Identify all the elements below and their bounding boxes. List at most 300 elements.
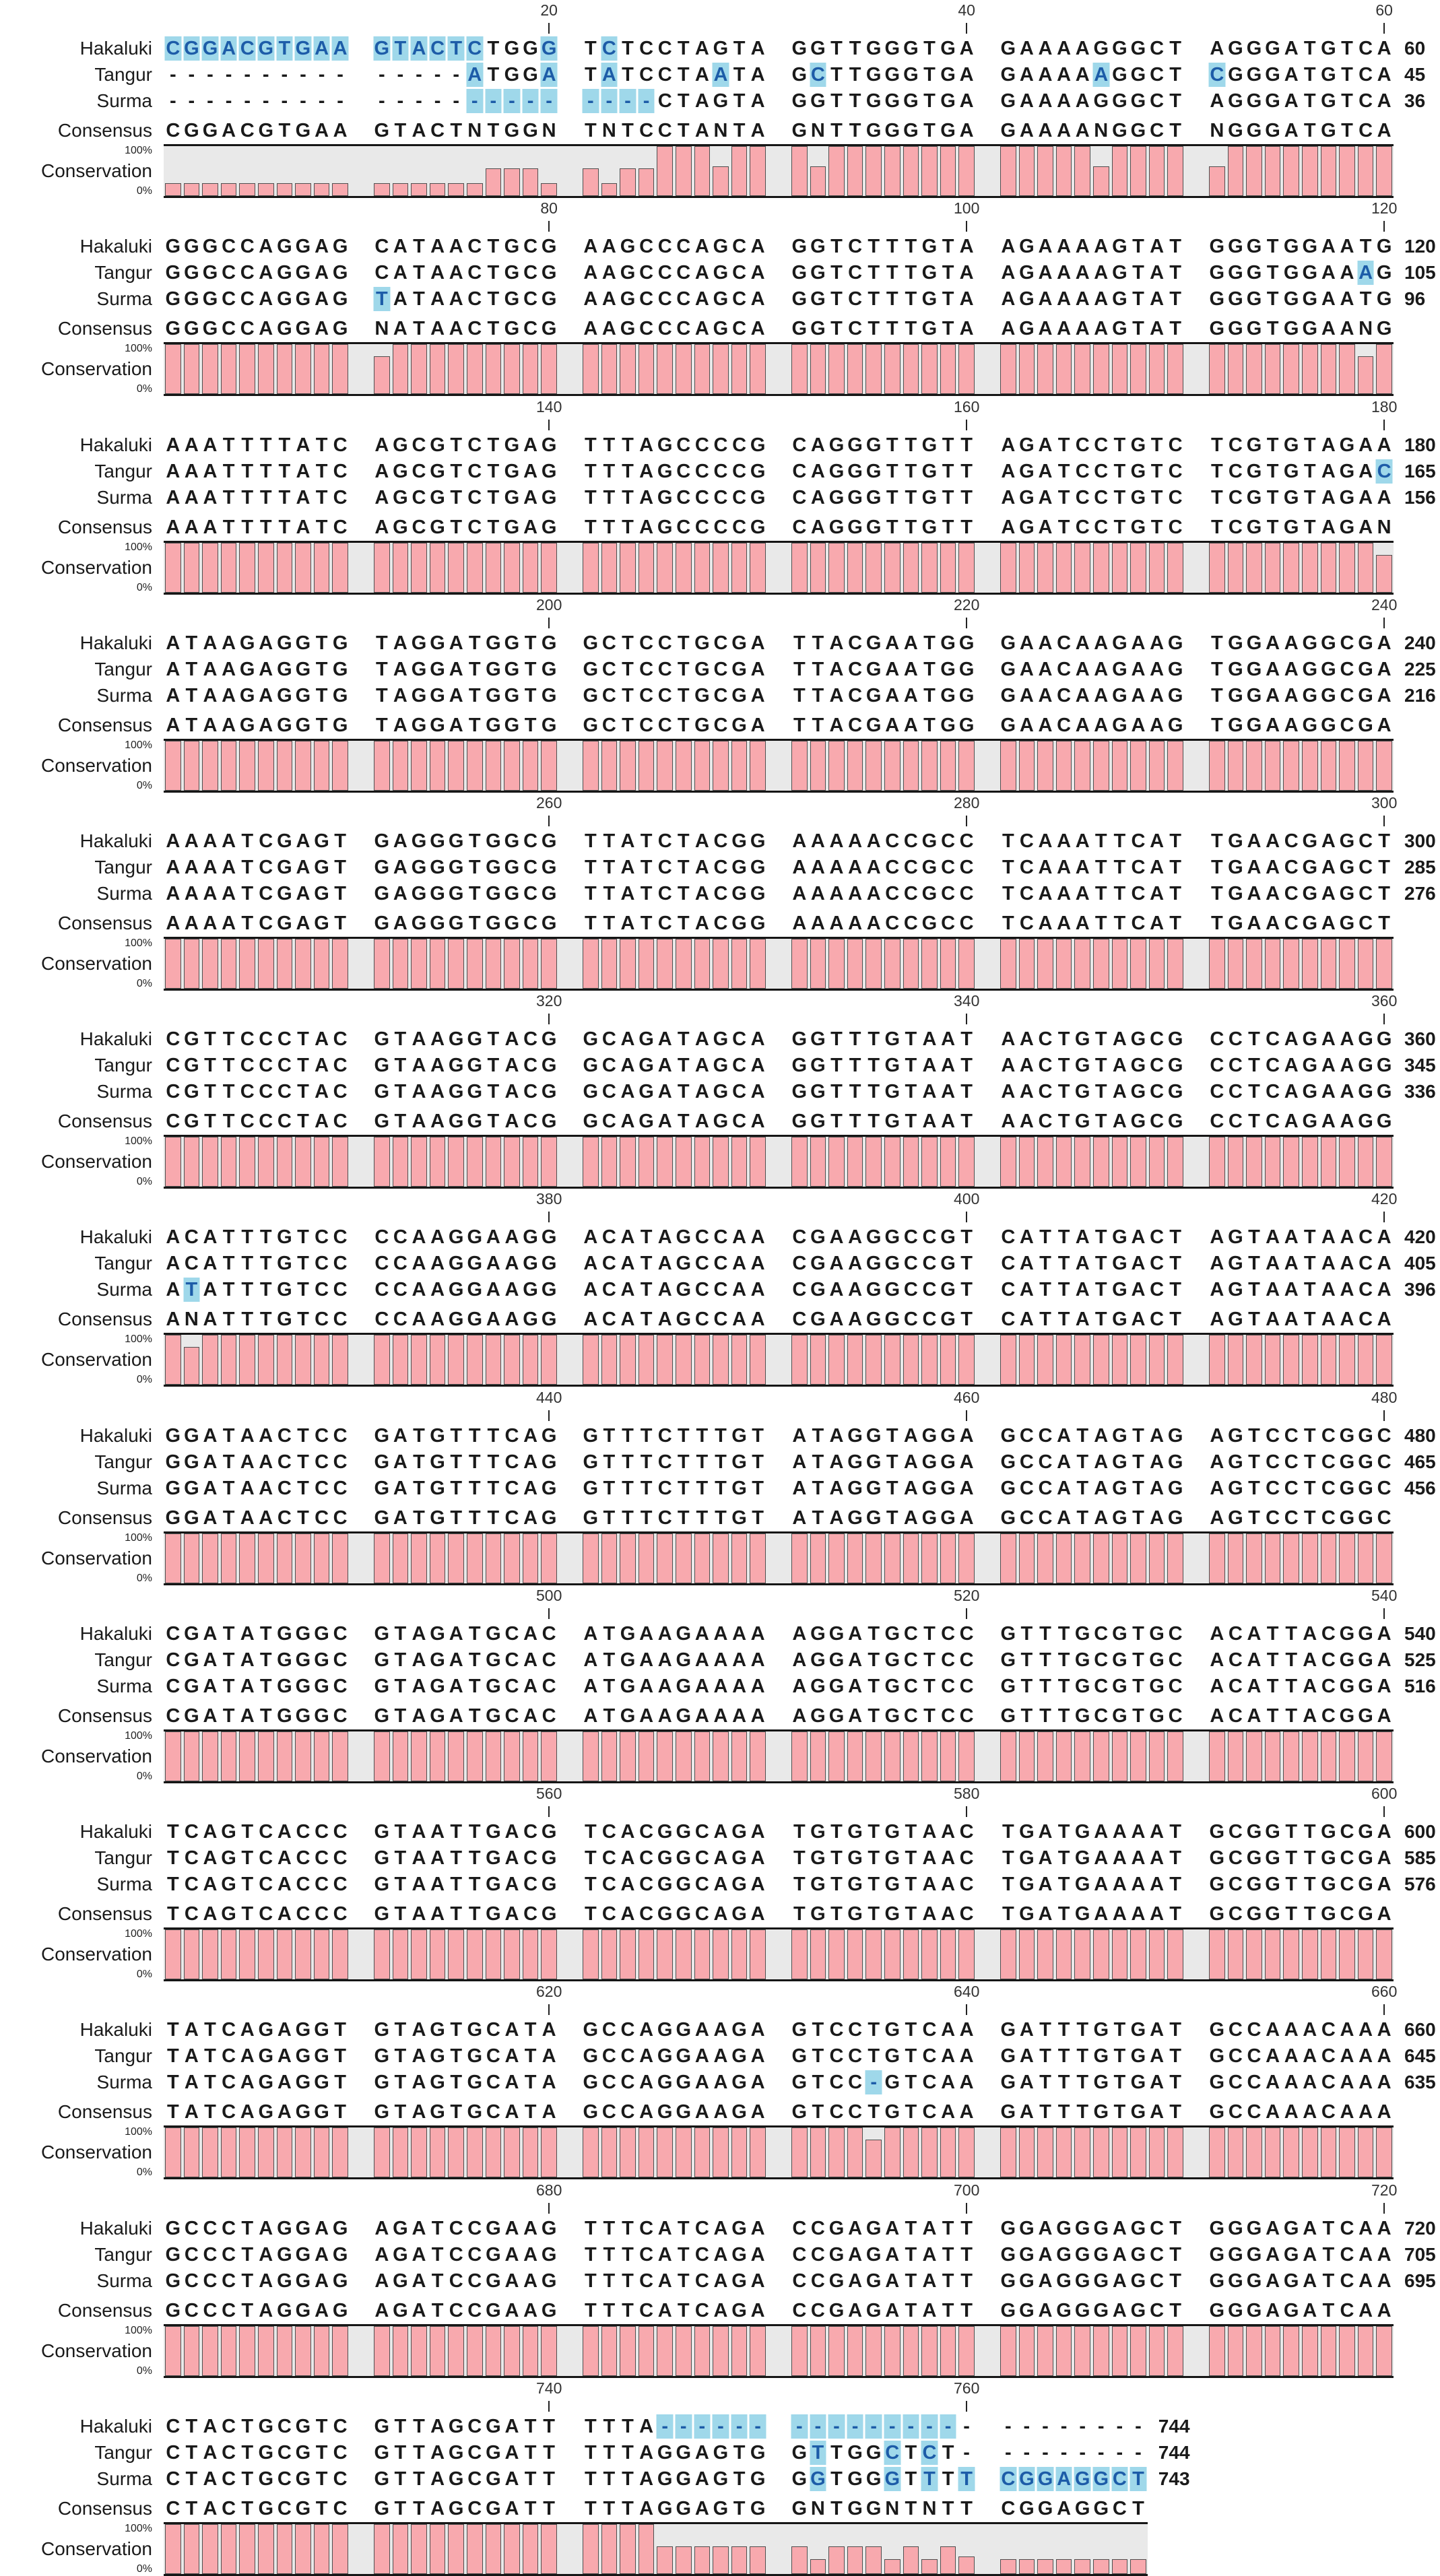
residue-cell[interactable]: G — [791, 2045, 808, 2068]
residue-cell[interactable]: G — [1228, 90, 1243, 112]
residue-cell[interactable]: A — [222, 830, 236, 852]
residue-cell[interactable]: A — [750, 1649, 765, 1671]
residue-cell[interactable]: C — [732, 460, 747, 482]
gap-cell[interactable]: - — [1079, 2415, 1086, 2437]
residue-cell[interactable]: A — [240, 1477, 255, 1499]
residue-cell[interactable]: T — [640, 1253, 653, 1275]
gap-cell[interactable]: - — [281, 64, 288, 86]
residue-cell[interactable]: A — [1038, 2270, 1053, 2292]
residue-cell[interactable]: C — [240, 262, 255, 284]
residue-cell[interactable]: A — [1112, 1055, 1127, 1077]
residue-cell[interactable]: G — [1358, 632, 1373, 654]
residue-cell[interactable]: C — [1019, 882, 1034, 904]
residue-cell[interactable]: A — [504, 2441, 519, 2464]
residue-cell[interactable]: A — [166, 1279, 181, 1301]
residue-cell[interactable]: T — [394, 1622, 407, 1645]
residue-cell[interactable]: G — [295, 2217, 311, 2239]
residue-cell[interactable]: C — [1150, 1279, 1165, 1301]
residue-cell[interactable]: G — [202, 262, 218, 284]
residue-cell[interactable]: T — [241, 1226, 254, 1249]
residue-cell[interactable]: A — [620, 882, 635, 904]
residue-cell[interactable]: G — [295, 632, 311, 654]
residue-cell[interactable]: T — [297, 1028, 309, 1051]
residue-cell[interactable]: G — [1167, 1081, 1183, 1103]
residue-cell[interactable]: A — [941, 1847, 956, 1870]
gap-cell[interactable]: - — [637, 89, 656, 113]
residue-cell[interactable]: G — [865, 64, 882, 86]
residue-cell[interactable]: G — [884, 2045, 901, 2068]
residue-cell[interactable]: T — [185, 684, 198, 706]
residue-cell[interactable]: A — [1112, 1081, 1127, 1103]
residue-cell[interactable]: A — [1131, 1847, 1146, 1870]
residue-cell[interactable]: T — [1210, 856, 1223, 878]
residue-cell[interactable]: A — [694, 1649, 709, 1671]
residue-cell[interactable]: T — [413, 262, 425, 284]
residue-cell[interactable]: G — [620, 1649, 636, 1671]
residue-cell[interactable]: A — [315, 1081, 329, 1103]
residue-cell[interactable]: A — [657, 1675, 672, 1697]
sequence-name-label[interactable]: Surma — [96, 1477, 152, 1498]
residue-cell[interactable]: G — [750, 486, 766, 508]
residue-cell[interactable]: G — [1358, 1874, 1373, 1896]
residue-cell[interactable]: A — [1019, 2019, 1034, 2041]
residue-cell[interactable]: G — [1209, 1847, 1225, 1870]
residue-cell[interactable]: A — [259, 262, 273, 284]
residue-cell[interactable]: C — [792, 486, 807, 508]
residue-cell[interactable]: T — [603, 882, 616, 904]
residue-cell[interactable]: A — [504, 2217, 519, 2239]
residue-cell[interactable]: T — [830, 1081, 843, 1103]
residue-cell[interactable]: G — [1246, 658, 1262, 680]
residue-cell[interactable]: A — [848, 882, 863, 904]
residue-cell[interactable]: G — [374, 1622, 390, 1645]
residue-cell[interactable]: T — [849, 1028, 861, 1051]
residue-cell[interactable]: T — [1322, 2217, 1335, 2239]
residue-cell[interactable]: T — [603, 460, 616, 482]
residue-cell[interactable]: A — [750, 1821, 765, 1843]
residue-cell[interactable]: A — [449, 1675, 463, 1697]
residue-cell[interactable]: A — [184, 830, 199, 852]
residue-cell[interactable]: A — [412, 1649, 426, 1671]
residue-cell[interactable]: T — [809, 2441, 828, 2465]
residue-cell[interactable]: A — [829, 1424, 844, 1447]
residue-cell[interactable]: A — [694, 1028, 709, 1051]
residue-cell[interactable]: A — [523, 434, 538, 456]
residue-cell[interactable]: A — [1112, 2243, 1127, 2266]
residue-cell[interactable]: A — [184, 460, 199, 482]
residue-cell[interactable]: A — [1094, 1477, 1109, 1499]
residue-cell[interactable]: A — [1075, 830, 1090, 852]
residue-cell[interactable]: G — [676, 2019, 692, 2041]
residue-cell[interactable]: T — [222, 1451, 235, 1473]
residue-cell[interactable]: A — [1321, 288, 1336, 310]
residue-cell[interactable]: T — [1169, 1279, 1181, 1301]
residue-cell[interactable]: T — [886, 460, 898, 482]
residue-cell[interactable]: C — [959, 856, 974, 878]
residue-cell[interactable]: C — [259, 1847, 273, 1870]
residue-cell[interactable]: G — [314, 1675, 329, 1697]
residue-cell[interactable]: G — [1283, 288, 1299, 310]
residue-cell[interactable]: G — [620, 288, 636, 310]
residue-cell[interactable]: T — [622, 2441, 634, 2464]
residue-cell[interactable]: C — [1284, 830, 1299, 852]
residue-cell[interactable]: C — [1359, 856, 1373, 878]
residue-cell[interactable]: T — [584, 856, 597, 878]
residue-cell[interactable]: G — [486, 1847, 501, 1870]
gap-cell[interactable]: - — [300, 90, 306, 112]
residue-cell[interactable]: G — [374, 856, 390, 878]
residue-cell[interactable]: G — [1376, 288, 1392, 310]
residue-cell[interactable]: A — [203, 2468, 218, 2490]
residue-cell[interactable]: T — [1303, 1451, 1316, 1473]
residue-cell[interactable]: A — [166, 486, 181, 508]
residue-cell[interactable]: G — [1246, 1847, 1262, 1870]
residue-cell[interactable]: A — [1303, 1622, 1317, 1645]
residue-cell[interactable]: G — [1246, 1821, 1262, 1843]
residue-cell[interactable]: C — [959, 1874, 974, 1896]
sequence-name-label[interactable]: Hakaluki — [79, 236, 152, 257]
residue-cell[interactable]: C — [222, 2045, 236, 2068]
residue-cell[interactable]: A — [1247, 1622, 1262, 1645]
residue-cell[interactable]: A — [601, 288, 616, 310]
residue-cell[interactable]: A — [1150, 1477, 1165, 1499]
residue-cell[interactable]: T — [905, 2468, 917, 2490]
residue-cell[interactable]: G — [1074, 2243, 1090, 2266]
residue-cell[interactable]: G — [694, 684, 710, 706]
residue-cell[interactable]: G — [1112, 1649, 1127, 1671]
gap-cell[interactable]: - — [207, 64, 214, 86]
residue-cell[interactable]: T — [584, 2415, 597, 2437]
residue-cell[interactable]: C — [1057, 632, 1072, 654]
residue-cell[interactable]: C — [277, 1081, 292, 1103]
residue-cell[interactable]: C — [1228, 486, 1243, 508]
residue-cell[interactable]: C — [903, 1226, 918, 1249]
residue-cell[interactable]: G — [1283, 434, 1299, 456]
residue-cell[interactable]: A — [1210, 1226, 1224, 1249]
residue-cell[interactable]: A — [810, 856, 825, 878]
residue-cell[interactable]: G — [184, 1028, 199, 1051]
residue-cell[interactable]: T — [752, 1477, 764, 1499]
residue-cell[interactable]: C — [941, 830, 956, 852]
residue-cell[interactable]: G — [504, 460, 520, 482]
residue-cell[interactable]: T — [275, 36, 294, 61]
residue-cell[interactable]: T — [259, 1675, 272, 1697]
residue-cell[interactable]: A — [222, 658, 236, 680]
gap-cell[interactable]: - — [453, 64, 459, 86]
residue-cell[interactable]: C — [240, 1028, 255, 1051]
residue-cell[interactable]: G — [1339, 1649, 1355, 1671]
residue-cell[interactable]: C — [184, 2270, 199, 2292]
residue-cell[interactable]: C — [657, 262, 672, 284]
gap-cell[interactable]: - — [1116, 2415, 1123, 2437]
residue-cell[interactable]: A — [542, 2045, 556, 2068]
residue-cell[interactable]: G — [332, 262, 348, 284]
residue-cell[interactable]: C — [259, 1821, 273, 1843]
residue-cell[interactable]: A — [1019, 90, 1034, 112]
residue-cell[interactable]: G — [847, 434, 863, 456]
residue-cell[interactable]: G — [921, 288, 938, 310]
residue-cell[interactable]: A — [1112, 1028, 1127, 1051]
residue-cell[interactable]: A — [449, 684, 463, 706]
residue-cell[interactable]: T — [793, 1821, 806, 1843]
residue-cell[interactable]: G — [374, 1424, 390, 1447]
residue-cell[interactable]: A — [713, 1847, 728, 1870]
residue-cell[interactable]: T — [450, 434, 463, 456]
residue-cell[interactable]: C — [1019, 830, 1034, 852]
sequence-name-label[interactable]: Tangur — [94, 1055, 152, 1076]
residue-cell[interactable]: G — [676, 2072, 692, 2094]
residue-cell[interactable]: G — [314, 2019, 329, 2041]
residue-cell[interactable]: A — [539, 63, 558, 87]
residue-cell[interactable]: C — [393, 1226, 407, 1249]
residue-cell[interactable]: T — [1132, 236, 1144, 258]
residue-cell[interactable]: G — [467, 2019, 483, 2041]
residue-cell[interactable]: C — [315, 1821, 329, 1843]
residue-cell[interactable]: T — [334, 2072, 346, 2094]
residue-cell[interactable]: A — [639, 434, 654, 456]
residue-cell[interactable]: G — [1246, 684, 1262, 706]
gap-cell[interactable]: - — [378, 64, 385, 86]
sequence-name-label[interactable]: Surma — [96, 486, 152, 508]
residue-cell[interactable]: A — [1057, 288, 1072, 310]
residue-cell[interactable]: C — [374, 262, 389, 284]
gap-cell[interactable]: - — [1004, 2415, 1012, 2437]
residue-cell[interactable]: T — [942, 434, 954, 456]
residue-cell[interactable]: G — [921, 262, 938, 284]
residue-cell[interactable]: A — [240, 2072, 255, 2094]
residue-cell[interactable]: G — [657, 2045, 673, 2068]
residue-cell[interactable]: T — [1002, 1821, 1014, 1843]
residue-cell[interactable]: G — [791, 1028, 808, 1051]
residue-cell[interactable]: T — [1210, 460, 1223, 482]
residue-cell[interactable]: A — [296, 486, 310, 508]
residue-cell[interactable]: A — [810, 486, 825, 508]
residue-cell[interactable]: T — [391, 36, 410, 61]
residue-cell[interactable]: T — [622, 38, 634, 59]
residue-cell[interactable]: A — [1377, 38, 1392, 59]
residue-cell[interactable]: G — [295, 2270, 311, 2292]
residue-cell[interactable]: A — [412, 1847, 426, 1870]
residue-cell[interactable]: T — [1169, 1821, 1181, 1843]
residue-cell[interactable]: G — [504, 856, 520, 878]
residue-cell[interactable]: C — [333, 1424, 348, 1447]
residue-cell[interactable]: G — [430, 856, 445, 878]
residue-cell[interactable]: G — [1302, 684, 1318, 706]
residue-cell[interactable]: G — [295, 2072, 311, 2094]
residue-cell[interactable]: G — [694, 658, 710, 680]
residue-cell[interactable]: T — [1169, 1874, 1181, 1896]
residue-cell[interactable]: G — [750, 882, 766, 904]
residue-cell[interactable]: G — [1149, 1649, 1165, 1671]
residue-cell[interactable]: A — [657, 1649, 672, 1671]
residue-cell[interactable]: C — [1247, 2072, 1262, 2094]
residue-cell[interactable]: C — [732, 236, 747, 258]
residue-cell[interactable]: T — [793, 1874, 806, 1896]
residue-cell[interactable]: A — [393, 658, 407, 680]
residue-cell[interactable]: C — [713, 632, 728, 654]
residue-cell[interactable]: A — [1019, 1028, 1034, 1051]
residue-cell[interactable]: G — [1149, 1675, 1165, 1697]
residue-cell[interactable]: T — [1303, 1847, 1316, 1870]
residue-cell[interactable]: G — [731, 2217, 747, 2239]
residue-cell[interactable]: G — [1228, 1451, 1243, 1473]
residue-cell[interactable]: G — [865, 684, 882, 706]
residue-cell[interactable]: T — [1210, 684, 1223, 706]
residue-cell[interactable]: A — [449, 1622, 463, 1645]
residue-cell[interactable]: C — [1228, 2045, 1243, 2068]
residue-cell[interactable]: C — [222, 262, 236, 284]
residue-cell[interactable]: A — [1266, 632, 1280, 654]
residue-cell[interactable]: G — [583, 1055, 599, 1077]
residue-cell[interactable]: G — [1093, 2019, 1109, 2041]
residue-cell[interactable]: A — [1303, 2019, 1317, 2041]
residue-cell[interactable]: T — [677, 1081, 690, 1103]
residue-cell[interactable]: G — [277, 658, 292, 680]
residue-cell[interactable]: G — [1339, 1451, 1355, 1473]
residue-cell[interactable]: A — [959, 288, 974, 310]
residue-cell[interactable]: G — [430, 1424, 445, 1447]
residue-cell[interactable]: A — [810, 434, 825, 456]
residue-cell[interactable]: T — [868, 2019, 880, 2041]
residue-cell[interactable]: C — [676, 486, 691, 508]
residue-cell[interactable]: A — [1284, 2019, 1299, 2041]
residue-cell[interactable]: C — [1019, 1424, 1034, 1447]
residue-cell[interactable]: A — [203, 1451, 218, 1473]
residue-cell[interactable]: G — [1209, 2045, 1225, 2068]
residue-cell[interactable]: A — [1150, 1847, 1165, 1870]
residue-cell[interactable]: C — [523, 830, 538, 852]
residue-cell[interactable]: A — [486, 1253, 500, 1275]
residue-cell[interactable]: A — [694, 2468, 709, 2490]
residue-cell[interactable]: C — [848, 684, 863, 706]
residue-cell[interactable]: A — [959, 2072, 974, 2094]
residue-cell[interactable]: T — [640, 1226, 653, 1249]
residue-cell[interactable]: G — [940, 658, 956, 680]
residue-cell[interactable]: G — [295, 2415, 311, 2437]
residue-cell[interactable]: A — [430, 1253, 445, 1275]
residue-cell[interactable]: A — [750, 38, 765, 59]
gap-cell[interactable]: - — [244, 90, 251, 112]
residue-cell[interactable]: C — [676, 288, 691, 310]
residue-cell[interactable]: T — [394, 1028, 407, 1051]
residue-cell[interactable]: C — [166, 1081, 181, 1103]
residue-cell[interactable]: G — [430, 486, 445, 508]
residue-cell[interactable]: A — [412, 1028, 426, 1051]
gap-cell[interactable]: - — [465, 89, 484, 113]
residue-cell[interactable]: C — [1038, 1055, 1053, 1077]
residue-cell[interactable]: G — [202, 236, 218, 258]
residue-cell[interactable]: G — [791, 288, 808, 310]
sequence-name-label[interactable]: Hakaluki — [79, 632, 152, 653]
residue-cell[interactable]: A — [412, 1675, 426, 1697]
residue-cell[interactable]: G — [903, 90, 919, 112]
residue-cell[interactable]: G — [1283, 486, 1299, 508]
residue-cell[interactable]: G — [731, 2072, 747, 2094]
residue-cell[interactable]: C — [1266, 1424, 1280, 1447]
residue-cell[interactable]: G — [657, 460, 673, 482]
residue-cell[interactable]: G — [430, 2072, 445, 2094]
residue-cell[interactable]: A — [412, 2045, 426, 2068]
residue-cell[interactable]: A — [694, 1622, 709, 1645]
residue-cell[interactable]: C — [903, 1253, 918, 1275]
residue-cell[interactable]: A — [885, 632, 900, 654]
residue-cell[interactable]: A — [792, 1477, 807, 1499]
residue-cell[interactable]: A — [296, 882, 310, 904]
residue-cell[interactable]: G — [374, 1649, 390, 1671]
gap-cell[interactable]: - — [693, 2414, 712, 2439]
residue-cell[interactable]: G — [865, 38, 882, 59]
residue-cell[interactable]: T — [905, 460, 917, 482]
residue-cell[interactable]: G — [940, 1451, 956, 1473]
residue-cell[interactable]: G — [1209, 2243, 1225, 2266]
residue-cell[interactable]: G — [257, 36, 275, 61]
residue-cell[interactable]: G — [1167, 632, 1183, 654]
residue-cell[interactable]: A — [412, 1081, 426, 1103]
residue-cell[interactable]: G — [523, 64, 538, 86]
residue-cell[interactable]: G — [430, 830, 445, 852]
residue-cell[interactable]: C — [467, 2243, 482, 2266]
residue-cell[interactable]: G — [791, 38, 808, 59]
residue-cell[interactable]: G — [713, 38, 729, 59]
residue-cell[interactable]: T — [830, 1055, 843, 1077]
residue-cell[interactable]: C — [166, 1649, 181, 1671]
residue-cell[interactable]: T — [603, 486, 616, 508]
residue-cell[interactable]: A — [1094, 1424, 1109, 1447]
gap-cell[interactable]: - — [748, 2414, 767, 2439]
residue-cell[interactable]: A — [959, 2019, 974, 2041]
residue-cell[interactable]: T — [1076, 1424, 1089, 1447]
residue-cell[interactable]: A — [959, 262, 974, 284]
residue-cell[interactable]: G — [541, 1081, 557, 1103]
residue-cell[interactable]: G — [791, 2468, 808, 2490]
residue-cell[interactable]: A — [1321, 1253, 1336, 1275]
residue-cell[interactable]: G — [713, 288, 729, 310]
residue-cell[interactable]: C — [333, 1675, 348, 1697]
residue-cell[interactable]: G — [1209, 2217, 1225, 2239]
residue-cell[interactable]: A — [620, 830, 635, 852]
residue-cell[interactable]: T — [1303, 434, 1316, 456]
gap-cell[interactable]: - — [655, 2414, 674, 2439]
residue-cell[interactable]: A — [1075, 1226, 1090, 1249]
residue-cell[interactable]: A — [1019, 2072, 1034, 2094]
residue-cell[interactable]: C — [694, 2270, 709, 2292]
residue-cell[interactable]: A — [1266, 1253, 1280, 1275]
residue-cell[interactable]: G — [523, 1279, 538, 1301]
residue-cell[interactable]: C — [277, 1028, 292, 1051]
residue-cell[interactable]: G — [731, 1874, 747, 1896]
residue-cell[interactable]: G — [1265, 64, 1280, 86]
residue-cell[interactable]: A — [240, 2019, 255, 2041]
residue-cell[interactable]: A — [713, 2270, 728, 2292]
residue-cell[interactable]: G — [940, 38, 956, 59]
residue-cell[interactable]: T — [468, 1477, 481, 1499]
residue-cell[interactable]: A — [1057, 882, 1072, 904]
residue-cell[interactable]: G — [828, 2270, 845, 2292]
residue-cell[interactable]: T — [584, 2441, 597, 2464]
residue-cell[interactable]: C — [1228, 1028, 1243, 1051]
residue-cell[interactable]: G — [1000, 2019, 1016, 2041]
sequence-name-label[interactable]: Hakaluki — [79, 1821, 152, 1843]
residue-cell[interactable]: A — [1150, 856, 1165, 878]
residue-cell[interactable]: A — [829, 632, 844, 654]
residue-cell[interactable]: A — [1150, 288, 1165, 310]
residue-cell[interactable]: C — [1340, 2217, 1354, 2239]
residue-cell[interactable]: C — [922, 2019, 937, 2041]
residue-cell[interactable]: T — [622, 684, 634, 706]
residue-cell[interactable]: C — [1377, 1477, 1392, 1499]
residue-cell[interactable]: C — [959, 1649, 974, 1671]
residue-cell[interactable]: A — [620, 1081, 635, 1103]
